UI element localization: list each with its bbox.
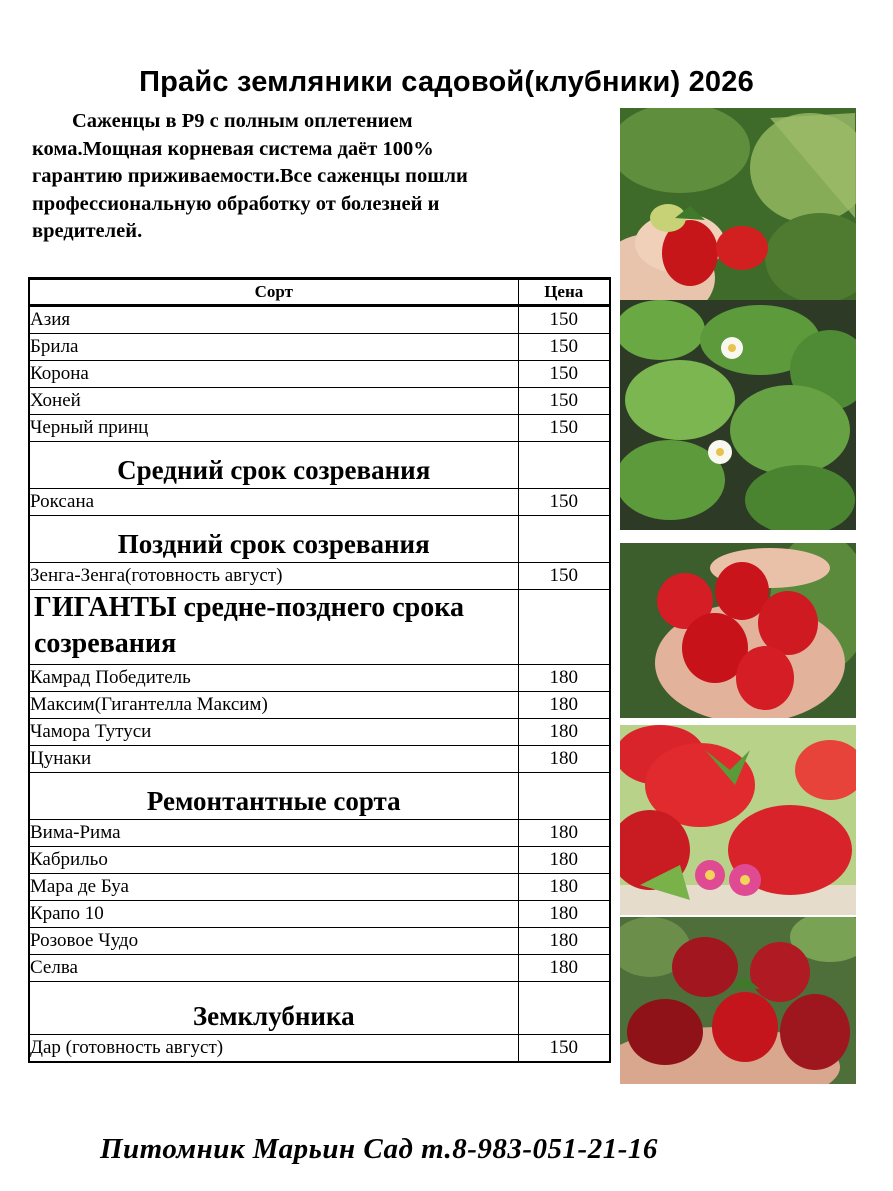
variety-price: 150 bbox=[518, 1035, 610, 1063]
table-row bbox=[29, 901, 610, 928]
variety-price: 180 bbox=[518, 928, 610, 955]
table-row bbox=[29, 874, 610, 901]
section-row-zemklubnika bbox=[29, 982, 610, 1035]
variety-name: Цунаки bbox=[29, 746, 518, 773]
table-row bbox=[29, 563, 610, 590]
variety-name: Чамора Тутуси bbox=[29, 719, 518, 746]
table-header-row bbox=[29, 279, 610, 306]
section-row-mid bbox=[29, 442, 610, 489]
variety-price: 180 bbox=[518, 847, 610, 874]
variety-name: Корона bbox=[29, 361, 518, 388]
variety-price: 150 bbox=[518, 563, 610, 590]
variety-price: 150 bbox=[518, 489, 610, 516]
table-row bbox=[29, 955, 610, 982]
section-title-late: Поздний срок созревания bbox=[29, 516, 518, 563]
variety-name: Брила bbox=[29, 334, 518, 361]
table-row bbox=[29, 820, 610, 847]
variety-name: Крапо 10 bbox=[29, 901, 518, 928]
variety-price: 180 bbox=[518, 665, 610, 692]
variety-name: Зенга-Зенга(готовность август) bbox=[29, 563, 518, 590]
variety-price: 180 bbox=[518, 874, 610, 901]
nursery-contact: Питомник Марьин Сад т.8-983-051-21-16 bbox=[100, 1133, 658, 1165]
intro-text: Саженцы в Р9 с полным оплетением кома.Мощная корневая система даёт 100% гарантию приживаемости.Все саженцы пошли профессиональную обработку от болезней и вредителей. bbox=[32, 110, 468, 242]
price-table bbox=[28, 277, 611, 1063]
strawberry-photo-flowers bbox=[620, 300, 856, 530]
section-row-giants bbox=[29, 590, 610, 665]
variety-name: Максим(Гигантелла Максим) bbox=[29, 692, 518, 719]
variety-price: 180 bbox=[518, 692, 610, 719]
empty-cell bbox=[518, 516, 610, 563]
page-title: Прайс земляники садовой(клубники) 2026 bbox=[139, 66, 754, 98]
section-row-late bbox=[29, 516, 610, 563]
variety-name: Камрад Победитель bbox=[29, 665, 518, 692]
table-row bbox=[29, 746, 610, 773]
empty-cell bbox=[518, 590, 610, 665]
section-title-mid: Средний срок созревания bbox=[29, 442, 518, 489]
variety-price: 180 bbox=[518, 746, 610, 773]
variety-name: Азия bbox=[29, 306, 518, 334]
variety-name: Кабрильо bbox=[29, 847, 518, 874]
strawberry-photo-pink-flowers bbox=[620, 725, 856, 915]
table-row bbox=[29, 1035, 610, 1063]
section-title-zemklubnika: Земклубника bbox=[29, 982, 518, 1035]
table-row bbox=[29, 489, 610, 516]
table-row bbox=[29, 847, 610, 874]
empty-cell bbox=[518, 773, 610, 820]
variety-name: Розовое Чудо bbox=[29, 928, 518, 955]
strawberry-photo-dark-berries bbox=[620, 917, 856, 1084]
variety-name: Черный принц bbox=[29, 415, 518, 442]
table-row bbox=[29, 361, 610, 388]
table-row bbox=[29, 306, 610, 334]
table-row bbox=[29, 415, 610, 442]
table-row bbox=[29, 334, 610, 361]
variety-price: 150 bbox=[518, 415, 610, 442]
empty-cell bbox=[518, 982, 610, 1035]
table-row bbox=[29, 692, 610, 719]
variety-price: 150 bbox=[518, 388, 610, 415]
variety-price: 150 bbox=[518, 306, 610, 334]
strawberry-photo-handful bbox=[620, 543, 856, 718]
section-row-remontant bbox=[29, 773, 610, 820]
variety-price: 180 bbox=[518, 820, 610, 847]
variety-name: Вима-Рима bbox=[29, 820, 518, 847]
variety-price: 150 bbox=[518, 334, 610, 361]
table-row bbox=[29, 388, 610, 415]
strawberry-photo-hand-plant bbox=[620, 108, 856, 300]
table-row bbox=[29, 928, 610, 955]
table-row bbox=[29, 665, 610, 692]
empty-cell bbox=[518, 442, 610, 489]
column-header-variety: Сорт bbox=[29, 279, 518, 306]
variety-price: 180 bbox=[518, 719, 610, 746]
variety-price: 180 bbox=[518, 901, 610, 928]
section-title-giants: ГИГАНТЫ средне-позднего срока созревания bbox=[29, 590, 518, 665]
variety-name: Хоней bbox=[29, 388, 518, 415]
variety-name: Роксана bbox=[29, 489, 518, 516]
section-title-remontant: Ремонтантные сорта bbox=[29, 773, 518, 820]
variety-name: Мара де Буа bbox=[29, 874, 518, 901]
variety-name: Дар (готовность август) bbox=[29, 1035, 518, 1063]
variety-price: 180 bbox=[518, 955, 610, 982]
column-header-price: Цена bbox=[518, 279, 610, 306]
variety-price: 150 bbox=[518, 361, 610, 388]
table-row bbox=[29, 719, 610, 746]
variety-name: Селва bbox=[29, 955, 518, 982]
